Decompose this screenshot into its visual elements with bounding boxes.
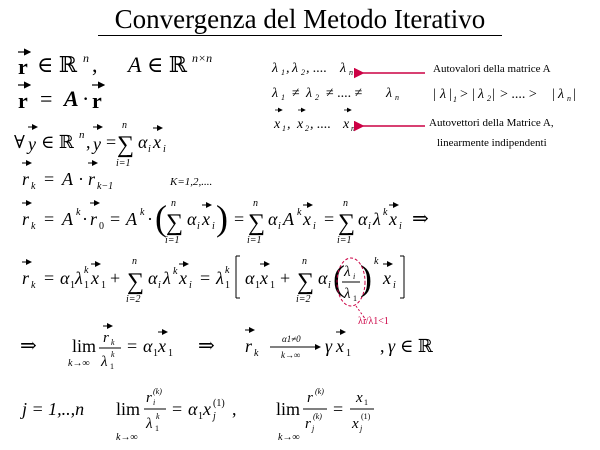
svg-text:λ: λ bbox=[101, 354, 108, 370]
iteration-equation bbox=[18, 85, 104, 113]
svg-text:x: x bbox=[383, 268, 391, 288]
svg-text:i=1: i=1 bbox=[337, 235, 352, 246]
svg-text:·: · bbox=[82, 209, 88, 229]
svg-text:2: 2 bbox=[315, 93, 319, 102]
svg-text:lim: lim bbox=[276, 399, 301, 419]
svg-text:k: k bbox=[31, 221, 36, 232]
definition-r-A bbox=[18, 51, 212, 79]
recurrence-relation bbox=[22, 163, 113, 192]
svg-text:2: 2 bbox=[305, 124, 309, 133]
svg-text:,: , bbox=[86, 132, 91, 152]
svg-text:r: r bbox=[18, 54, 28, 79]
svg-text:x: x bbox=[260, 268, 268, 288]
svg-text:|: | bbox=[472, 87, 475, 102]
eigenvalues-label: Autovalori della matrice A bbox=[433, 63, 551, 75]
svg-text:=: = bbox=[172, 399, 183, 419]
svg-text:α: α bbox=[148, 268, 158, 288]
power-expansion bbox=[22, 198, 429, 246]
svg-text:k: k bbox=[31, 280, 36, 291]
svg-text:∑: ∑ bbox=[248, 210, 266, 236]
svg-text:(k): (k) bbox=[315, 387, 324, 396]
svg-text:∈ ℝ: ∈ ℝ bbox=[400, 336, 433, 356]
svg-text:∈ ℝ: ∈ ℝ bbox=[41, 132, 74, 152]
svg-text:(1): (1) bbox=[213, 398, 225, 409]
svg-text:i: i bbox=[197, 221, 200, 232]
svg-text:k: k bbox=[254, 348, 259, 359]
svg-text:λ: λ bbox=[216, 268, 224, 288]
svg-text:∀: ∀ bbox=[14, 132, 25, 152]
svg-text:1: 1 bbox=[270, 280, 275, 291]
svg-text:i: i bbox=[189, 280, 192, 291]
svg-text:≠: ≠ bbox=[292, 86, 300, 101]
svg-text:x: x bbox=[297, 117, 304, 132]
svg-text:k: k bbox=[111, 350, 115, 359]
svg-text:k→∞: k→∞ bbox=[281, 350, 301, 360]
svg-text:r: r bbox=[92, 88, 102, 113]
svg-text:A: A bbox=[128, 52, 142, 77]
svg-text:n×n: n×n bbox=[192, 51, 213, 65]
svg-text:λ: λ bbox=[163, 268, 171, 288]
svg-text:i: i bbox=[313, 221, 316, 232]
eigenvalues-distinct bbox=[271, 86, 399, 102]
svg-text:=: = bbox=[324, 209, 335, 229]
svg-text:i: i bbox=[399, 221, 402, 232]
svg-text:1: 1 bbox=[110, 362, 114, 371]
svg-text:x: x bbox=[303, 209, 311, 229]
svg-text:x: x bbox=[179, 268, 187, 288]
eigenvalues-ordering bbox=[433, 87, 576, 104]
svg-text:≠ .... ≠: ≠ .... ≠ bbox=[326, 86, 363, 101]
svg-text:r: r bbox=[146, 390, 152, 406]
svg-text:1: 1 bbox=[84, 280, 89, 291]
svg-text:i: i bbox=[158, 280, 161, 291]
svg-text:λ: λ bbox=[292, 61, 299, 76]
page-title: Convergenza del Metodo Iterativo bbox=[114, 4, 486, 34]
svg-text:n: n bbox=[171, 198, 176, 209]
svg-text:i: i bbox=[393, 280, 396, 291]
svg-text:λ: λ bbox=[478, 87, 485, 102]
svg-text:1: 1 bbox=[282, 124, 286, 133]
svg-text:,: , bbox=[287, 117, 291, 132]
svg-text:k: k bbox=[374, 256, 379, 267]
svg-text:j: j bbox=[312, 424, 315, 433]
svg-text:x: x bbox=[336, 336, 344, 356]
svg-text:=: = bbox=[200, 268, 211, 288]
svg-text:(: ( bbox=[333, 258, 345, 298]
svg-text:n: n bbox=[395, 93, 399, 102]
svg-text:r: r bbox=[305, 416, 311, 432]
svg-text:α: α bbox=[60, 268, 70, 288]
ratio-note: λi/λ1<1 bbox=[358, 316, 389, 327]
svg-text:r: r bbox=[22, 169, 30, 189]
svg-text:r: r bbox=[22, 209, 30, 229]
svg-text:i: i bbox=[328, 280, 331, 291]
svg-text:|: | bbox=[552, 87, 555, 102]
svg-text:(1): (1) bbox=[361, 412, 371, 421]
svg-text:2: 2 bbox=[487, 94, 491, 103]
svg-text:0: 0 bbox=[99, 221, 104, 232]
svg-text:r: r bbox=[90, 209, 98, 229]
k-range: K=1,2,.... bbox=[170, 176, 213, 188]
svg-text:): ) bbox=[360, 258, 372, 298]
svg-text:y: y bbox=[28, 134, 36, 154]
svg-text:i=2: i=2 bbox=[126, 294, 141, 305]
svg-text:λ: λ bbox=[75, 268, 83, 288]
svg-text:∑: ∑ bbox=[117, 132, 135, 158]
svg-text:j: j bbox=[213, 411, 216, 422]
eigenvectors-label-line1: Autovettori della Matrice A, bbox=[429, 117, 554, 129]
svg-text:i: i bbox=[368, 221, 371, 232]
svg-text:λ: λ bbox=[306, 86, 313, 101]
svg-text:λ: λ bbox=[344, 286, 351, 302]
svg-text:·: · bbox=[147, 209, 153, 229]
svg-text:=: = bbox=[110, 209, 121, 229]
svg-text:x: x bbox=[352, 416, 359, 432]
svg-text:1: 1 bbox=[346, 348, 351, 359]
dominant-factorization bbox=[22, 256, 404, 320]
svg-text:λ: λ bbox=[344, 264, 351, 280]
svg-text:r: r bbox=[245, 336, 253, 356]
svg-text:=: = bbox=[127, 336, 138, 356]
svg-text:α: α bbox=[268, 209, 278, 229]
svg-text:1: 1 bbox=[281, 93, 285, 102]
svg-text:1: 1 bbox=[353, 294, 357, 303]
svg-text:x: x bbox=[153, 132, 161, 152]
svg-text:⇒: ⇒ bbox=[20, 335, 37, 357]
svg-text:n: n bbox=[79, 129, 85, 141]
eigenvalues-list bbox=[271, 61, 353, 77]
svg-text:=: = bbox=[234, 209, 245, 229]
svg-text:λ: λ bbox=[272, 61, 279, 76]
svg-text:j: j bbox=[360, 424, 363, 433]
svg-text:k: k bbox=[111, 338, 115, 347]
svg-text:γ: γ bbox=[325, 336, 333, 356]
basis-expansion bbox=[14, 120, 166, 169]
svg-text:x: x bbox=[158, 336, 166, 356]
svg-text:r: r bbox=[307, 390, 313, 406]
svg-text:1: 1 bbox=[225, 280, 230, 291]
svg-text:=: = bbox=[333, 399, 344, 419]
svg-text:γ: γ bbox=[388, 336, 396, 356]
svg-text:x: x bbox=[91, 268, 99, 288]
svg-text:x: x bbox=[356, 390, 363, 406]
svg-text:y: y bbox=[93, 134, 101, 154]
svg-text:,: , bbox=[232, 399, 237, 419]
svg-text:k: k bbox=[173, 266, 178, 277]
svg-text:r: r bbox=[103, 330, 109, 346]
svg-text:i: i bbox=[212, 221, 215, 232]
svg-text:, ....: , .... bbox=[306, 61, 327, 76]
svg-text:α: α bbox=[138, 132, 148, 152]
svg-text:A: A bbox=[62, 209, 73, 229]
svg-text:x: x bbox=[203, 399, 211, 419]
svg-text:λ: λ bbox=[440, 87, 447, 102]
svg-text:|: | bbox=[449, 87, 452, 102]
svg-text:·: · bbox=[82, 86, 90, 111]
svg-text:=: = bbox=[44, 209, 55, 229]
svg-text:i: i bbox=[163, 144, 166, 155]
svg-text:λ: λ bbox=[146, 416, 153, 432]
svg-text:|: | bbox=[573, 87, 576, 102]
svg-text:α: α bbox=[318, 268, 328, 288]
svg-text:⇒: ⇒ bbox=[198, 335, 215, 357]
svg-text:i=1: i=1 bbox=[247, 235, 262, 246]
svg-text:,: , bbox=[286, 61, 290, 76]
eigenvectors-label-line2: linearmente indipendenti bbox=[437, 137, 547, 149]
svg-text:|: | bbox=[492, 87, 495, 102]
svg-text:k: k bbox=[31, 181, 36, 192]
svg-text:1: 1 bbox=[198, 411, 203, 422]
svg-text:k→∞: k→∞ bbox=[116, 432, 138, 443]
svg-text:n: n bbox=[132, 256, 137, 267]
svg-text:∈ ℝ: ∈ ℝ bbox=[37, 52, 78, 77]
svg-text:=: = bbox=[106, 132, 117, 152]
svg-text:k: k bbox=[225, 265, 230, 276]
svg-text:=: = bbox=[44, 268, 55, 288]
svg-text:k: k bbox=[84, 265, 89, 276]
svg-text:α: α bbox=[143, 336, 153, 356]
svg-text:n: n bbox=[343, 198, 348, 209]
svg-text:): ) bbox=[216, 198, 228, 238]
svg-text:k: k bbox=[156, 412, 160, 421]
svg-text:1: 1 bbox=[168, 348, 173, 359]
svg-text:(: ( bbox=[155, 198, 167, 238]
svg-text:∑: ∑ bbox=[338, 210, 356, 236]
svg-text:k→∞: k→∞ bbox=[68, 358, 90, 369]
svg-text:lim: lim bbox=[116, 399, 141, 419]
svg-text:i=1: i=1 bbox=[116, 158, 131, 169]
svg-text:i=2: i=2 bbox=[296, 294, 311, 305]
svg-text:=: = bbox=[40, 86, 53, 111]
svg-text:α: α bbox=[187, 209, 197, 229]
svg-text:λ: λ bbox=[373, 209, 381, 229]
svg-text:>: > bbox=[460, 87, 468, 102]
svg-text:k: k bbox=[140, 207, 145, 218]
svg-text:∑: ∑ bbox=[166, 210, 184, 236]
svg-text:A: A bbox=[283, 209, 294, 229]
svg-text:λ: λ bbox=[386, 86, 393, 101]
svg-text:n: n bbox=[83, 51, 89, 65]
svg-text:·: · bbox=[78, 169, 84, 189]
svg-text:i: i bbox=[278, 221, 281, 232]
svg-text:i: i bbox=[148, 144, 151, 155]
limit-convergence bbox=[20, 326, 434, 371]
svg-text:+: + bbox=[110, 268, 121, 288]
svg-text:1: 1 bbox=[453, 95, 457, 104]
svg-text:|: | bbox=[433, 87, 436, 102]
svg-text:α: α bbox=[245, 268, 255, 288]
svg-text:1: 1 bbox=[101, 280, 106, 291]
svg-text:n: n bbox=[567, 94, 571, 103]
svg-text:k: k bbox=[383, 207, 388, 218]
svg-text:n: n bbox=[302, 256, 307, 267]
svg-text:x: x bbox=[343, 117, 350, 132]
alpha-condition: α1≠0 bbox=[282, 334, 301, 344]
j-range: j = 1,..,n bbox=[22, 399, 85, 419]
svg-text:1: 1 bbox=[70, 280, 75, 291]
svg-text:1: 1 bbox=[281, 68, 285, 77]
svg-text:1: 1 bbox=[364, 398, 368, 407]
svg-text:A: A bbox=[62, 169, 73, 189]
svg-text:(k): (k) bbox=[153, 387, 162, 396]
svg-text:r: r bbox=[88, 169, 96, 189]
svg-text:k: k bbox=[76, 207, 81, 218]
svg-text:,: , bbox=[92, 52, 98, 77]
svg-text:⇒: ⇒ bbox=[412, 208, 429, 230]
svg-text:∑: ∑ bbox=[127, 269, 145, 295]
svg-text:+: + bbox=[280, 268, 291, 288]
svg-text:α: α bbox=[188, 399, 198, 419]
svg-text:λ: λ bbox=[558, 87, 565, 102]
svg-text:∈ ℝ: ∈ ℝ bbox=[147, 52, 188, 77]
svg-text:∑: ∑ bbox=[297, 269, 315, 295]
svg-text:k−1: k−1 bbox=[97, 181, 114, 192]
svg-text:i: i bbox=[353, 272, 356, 281]
eigenvectors-list bbox=[273, 110, 355, 133]
svg-text:> .... >: > .... > bbox=[500, 87, 537, 102]
svg-text:i: i bbox=[153, 398, 156, 407]
svg-text:i=1: i=1 bbox=[165, 235, 180, 246]
svg-text:lim: lim bbox=[72, 336, 97, 356]
svg-text:(k): (k) bbox=[313, 412, 322, 421]
svg-text:λ: λ bbox=[272, 86, 279, 101]
svg-text:n: n bbox=[253, 198, 258, 209]
svg-text:k→∞: k→∞ bbox=[278, 432, 300, 443]
svg-text:n: n bbox=[349, 68, 353, 77]
svg-text:1: 1 bbox=[255, 280, 260, 291]
svg-text:A: A bbox=[126, 209, 137, 229]
svg-text:x: x bbox=[202, 209, 210, 229]
svg-text:A: A bbox=[64, 86, 79, 111]
svg-text:α: α bbox=[358, 209, 368, 229]
svg-text:x: x bbox=[389, 209, 397, 229]
svg-text:1: 1 bbox=[155, 424, 159, 433]
component-limits bbox=[20, 387, 374, 443]
svg-text:,: , bbox=[380, 336, 385, 356]
svg-text:n: n bbox=[351, 124, 355, 133]
svg-text:r: r bbox=[18, 88, 28, 113]
svg-text:x: x bbox=[274, 117, 281, 132]
svg-text:r: r bbox=[22, 268, 30, 288]
svg-text:, ....: , .... bbox=[310, 117, 331, 132]
svg-text:n: n bbox=[122, 120, 127, 131]
svg-text:1: 1 bbox=[153, 348, 158, 359]
svg-text:k: k bbox=[297, 207, 302, 218]
svg-text:=: = bbox=[44, 169, 55, 189]
svg-text:λ: λ bbox=[340, 61, 347, 76]
svg-text:2: 2 bbox=[301, 68, 305, 77]
